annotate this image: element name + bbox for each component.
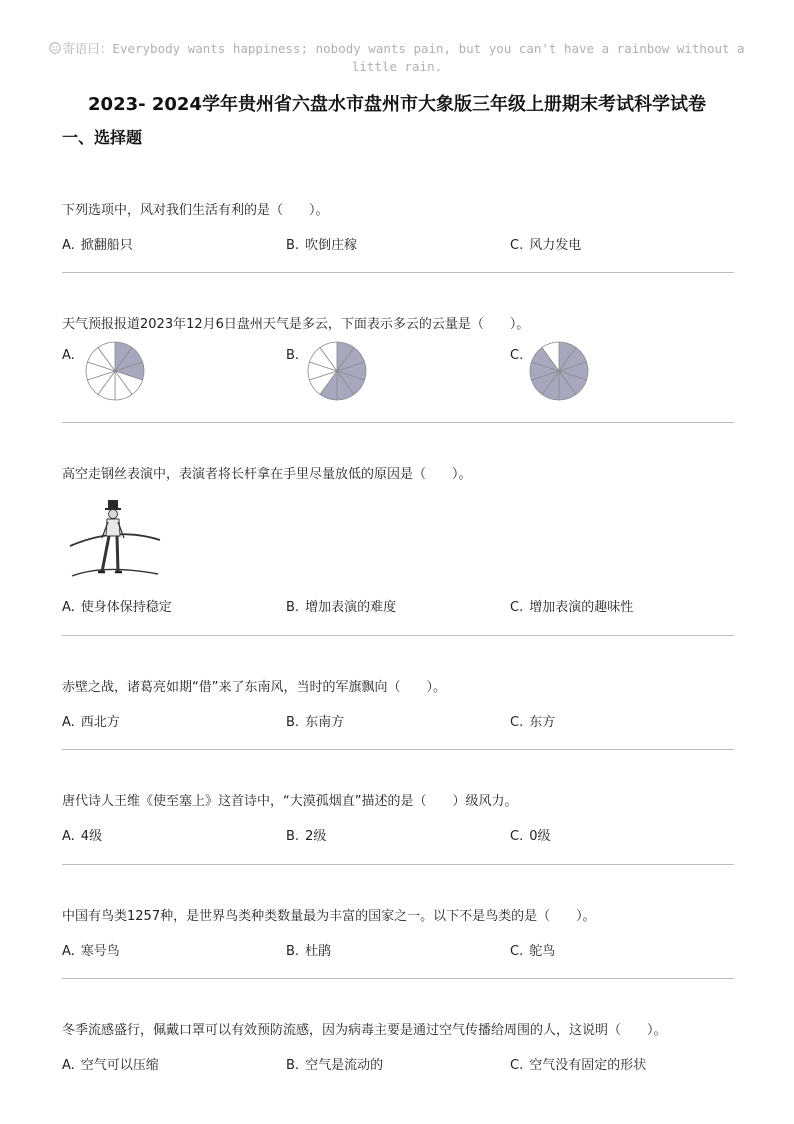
options-row (62, 825, 734, 845)
question-stem: 赤壁之战，诸葛亮如期“借”来了东南风，当时的军旗飘向（ ）。 (62, 680, 446, 695)
question-3 (62, 466, 734, 484)
option-text: 增加表演的难度 (305, 600, 397, 615)
option-text: 风力发电 (529, 238, 582, 253)
options-row (62, 711, 734, 731)
option-c[interactable] (510, 596, 633, 615)
option-label: B. (286, 600, 300, 615)
watermark-line-1: 寄语曰：Everybody wants happiness; nobody wants pain, but you can't have a rainbow without a (62, 41, 745, 56)
smiley-icon (49, 42, 61, 54)
option-b[interactable] (286, 1054, 383, 1073)
option-text: 空气没有固定的形状 (529, 1058, 647, 1073)
option-text: 增加表演的趣味性 (529, 600, 634, 615)
question-divider (62, 272, 734, 273)
watermark-line-2: little rain. (351, 59, 443, 74)
option-label: B. (286, 715, 300, 730)
option-c[interactable] (510, 234, 581, 253)
option-c[interactable] (510, 1054, 646, 1073)
option-text: 2级 (305, 829, 327, 844)
option-text: 吹倒庄稼 (305, 238, 358, 253)
option-text: 鸵鸟 (529, 944, 556, 959)
question-stem: 天气预报报道2023年12月6日盘州天气是多云，下面表示多云的云量是（ ）。 (62, 317, 530, 332)
option-b[interactable] (286, 940, 331, 959)
option-text: 4级 (80, 829, 103, 844)
option-label: C. (510, 238, 524, 253)
option-b[interactable] (286, 234, 357, 253)
options-row (62, 234, 734, 254)
question-stem: 下列选项中，风对我们生活有利的是（ ）。 (62, 203, 329, 218)
options-row (62, 596, 734, 616)
cloud-cover-pie-b (306, 340, 368, 402)
option-text: 杜鹃 (305, 944, 332, 959)
cloud-cover-pie-a (84, 340, 146, 402)
question-7 (62, 1022, 734, 1074)
option-label: C. (510, 600, 524, 615)
question-3-options (62, 596, 734, 616)
option-label: C. (510, 715, 524, 730)
option-label: B. (286, 238, 300, 253)
options-row (62, 1054, 734, 1074)
question-stem: 高空走钢丝表演中，表演者将长杆拿在手里尽量放低的原因是（ ）。 (62, 467, 472, 482)
option-label: A. (62, 238, 75, 253)
option-a[interactable] (62, 1054, 159, 1073)
option-text: 东南方 (305, 715, 345, 730)
option-label: A. (62, 944, 75, 959)
option-label: B. (286, 944, 300, 959)
option-a[interactable] (62, 596, 172, 615)
question-4 (62, 679, 734, 731)
question-divider (62, 749, 734, 750)
option-label: A. (62, 829, 75, 844)
option-a[interactable] (62, 825, 102, 844)
option-label: A. (62, 715, 75, 730)
option-text: 西北方 (80, 715, 120, 730)
option-label: B. (286, 1058, 300, 1073)
question-2 (62, 316, 734, 334)
option-b[interactable] (286, 596, 396, 615)
option-text: 使身体保持稳定 (80, 600, 172, 615)
option-label: C. (510, 1058, 524, 1073)
option-text: 空气可以压缩 (80, 1058, 159, 1073)
option-label: A. (62, 1058, 75, 1073)
question-stem: 唐代诗人王维《使至塞上》这首诗中，“大漠孤烟直”描述的是（ ）级风力。 (62, 794, 518, 809)
option-text: 0级 (529, 829, 551, 844)
option-a[interactable] (62, 711, 120, 730)
option-label: A. (62, 600, 75, 615)
option-text: 掀翻船只 (80, 238, 133, 253)
option-b[interactable] (286, 711, 344, 730)
options-row (62, 940, 734, 960)
option-label: C. (510, 829, 524, 844)
option-text: 空气是流动的 (305, 1058, 384, 1073)
question-divider (62, 635, 734, 636)
section-title: 一、选择题 (62, 128, 143, 147)
option-c[interactable] (510, 711, 555, 730)
option-a[interactable] (62, 234, 133, 253)
cloud-cover-pie-c (528, 340, 590, 402)
option-label: B. (286, 829, 300, 844)
option-c[interactable] (510, 940, 555, 959)
question-stem: 中国有鸟类1257种，是世界鸟类种类数量最为丰富的国家之一。以下不是鸟类的是（ ）。 (62, 909, 596, 924)
option-b[interactable] (286, 825, 326, 844)
option-label: A. (62, 348, 75, 363)
option-a[interactable] (62, 940, 120, 959)
question-stem: 冬季流感盛行，佩戴口罩可以有效预防流感，因为病毒主要是通过空气传播给周围的人，这说明（ ）。 (62, 1023, 667, 1038)
question-divider (62, 864, 734, 865)
question-6 (62, 908, 734, 960)
question-divider (62, 422, 734, 423)
question-divider (62, 978, 734, 979)
question-5 (62, 793, 734, 845)
option-text: 东方 (529, 715, 556, 730)
tightrope-walker-illustration (68, 498, 164, 582)
option-label: C. (510, 944, 524, 959)
option-label: B. (286, 348, 300, 363)
option-c[interactable] (510, 825, 551, 844)
exam-title: 2023- 2024学年贵州省六盘水市盘州市大象版三年级上册期末考试科学试卷 (88, 94, 706, 115)
watermark (30, 40, 764, 76)
option-label: C. (510, 348, 524, 363)
option-text: 寒号鸟 (80, 944, 120, 959)
question-1 (62, 202, 734, 254)
